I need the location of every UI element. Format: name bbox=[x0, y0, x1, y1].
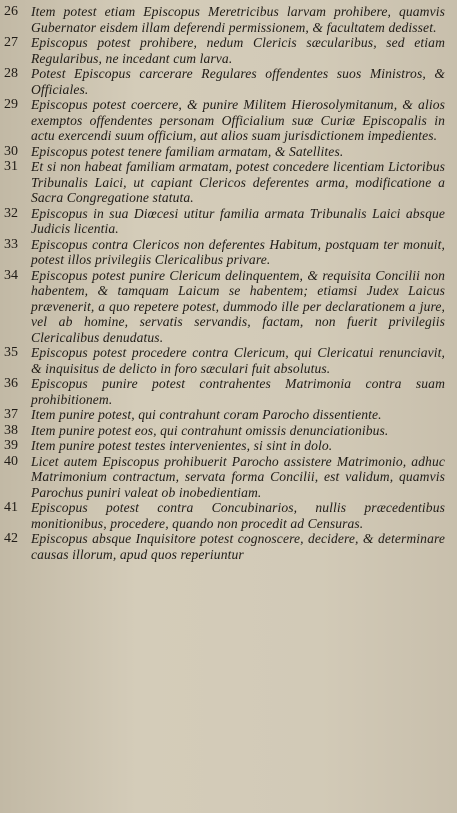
entry-text: Et si non habeat familiam armatam, potest concedere licentiam Lictoribus Tribunalis Laici, ut capiant Clericos deferentes arma, modificatione a Sacra Congregatione statuta. bbox=[31, 159, 445, 205]
entry-text: Episcopus potest contra Concubinarios, nullis præcedentibus monitionibus, procedere, quando non procedit ad Censuras. bbox=[31, 500, 445, 531]
entry-text: Potest Episcopus carcerare Regulares offendentes suos Ministros, & Officiales. bbox=[31, 66, 445, 97]
entry-text: Episcopus absque Inquisitore potest cognoscere, decidere, & determinare causas illorum, apud quos reperiuntur bbox=[31, 531, 445, 562]
entry-number: 36 bbox=[4, 376, 18, 391]
entry-text: Episcopus potest coercere, & punire Militem Hierosolymitanum, & alios exemptos offendentes personam Officialium suæ Curiæ Episcopalis in actu exercendi suum officium, aut alios suam jurisdictionem impedientes. bbox=[31, 97, 445, 143]
entry-number: 27 bbox=[4, 35, 18, 50]
entry-number: 41 bbox=[4, 500, 18, 515]
entry-number: 40 bbox=[4, 453, 18, 469]
entry-text: Episcopus punire potest contrahentes Matrimonia contra suam prohibitionem. bbox=[31, 376, 445, 407]
entry-text: Item potest etiam Episcopus Meretricibus larvam prohibere, quamvis Gubernator eisdem illam deferendi permissionem, & facultatem dedisset. bbox=[31, 4, 445, 35]
entry-text: Item punire potest, qui contrahunt coram Parocho dissentiente. bbox=[31, 407, 382, 422]
entry-28 bbox=[4, 66, 447, 97]
entry-41 bbox=[4, 500, 447, 531]
entry-35 bbox=[4, 345, 447, 376]
entry-number: 33 bbox=[4, 236, 18, 252]
entry-number: 38 bbox=[4, 422, 18, 438]
entry-30 bbox=[4, 144, 447, 160]
entry-text: Episcopus potest tenere familiam armatam, & Satellites. bbox=[31, 143, 344, 159]
entry-text: Item punire potest eos, qui contrahunt omissis denunciationibus. bbox=[31, 422, 389, 438]
entry-number: 37 bbox=[4, 407, 18, 422]
entry-29 bbox=[4, 97, 447, 144]
entry-26 bbox=[4, 4, 447, 35]
entry-number: 30 bbox=[4, 143, 18, 159]
entry-text: Episcopus potest punire Clericum delinquentem, & requisita Concilii non habentem, & tamquam Laicum se habentem; etiamsi Judex Laicus prævenerit, a quo repetere potest, dummodo ille per declarationem a jure, vel ab homine, servatis servandis, factam, non fuerit privilegiis Clericalibus denudatus. bbox=[31, 267, 445, 345]
entry-40 bbox=[4, 454, 447, 501]
entry-text: Episcopus in sua Diœcesi utitur familia armata Tribunalis Laici absque Judicis licentia. bbox=[31, 205, 445, 236]
entry-31 bbox=[4, 159, 447, 206]
entry-number: 34 bbox=[4, 267, 18, 283]
entry-39 bbox=[4, 438, 447, 454]
entry-text: Episcopus contra Clericos non deferentes Habitum, postquam ter monuit, potest illos privilegiis Clericalibus privare. bbox=[31, 236, 445, 267]
entry-34 bbox=[4, 268, 447, 346]
entry-37 bbox=[4, 407, 447, 423]
entry-36 bbox=[4, 376, 447, 407]
entry-text: Episcopus potest prohibere, nedum Clericis sæcularibus, sed etiam Regularibus, ne incedant cum larva. bbox=[31, 35, 445, 66]
entry-text: Episcopus potest procedere contra Clericum, qui Clericatui renunciavit, & inquisitus de delicto in foro sæculari fuit absolutus. bbox=[31, 345, 445, 376]
entry-number: 42 bbox=[4, 531, 18, 546]
entry-32 bbox=[4, 206, 447, 237]
entry-number: 29 bbox=[4, 97, 18, 112]
entry-42 bbox=[4, 531, 447, 562]
entry-number: 31 bbox=[4, 159, 18, 174]
entry-38 bbox=[4, 423, 447, 439]
entry-number: 28 bbox=[4, 66, 18, 81]
entry-number: 35 bbox=[4, 345, 18, 360]
entry-text: Licet autem Episcopus prohibuerit Parocho assistere Matrimonio, adhuc Matrimonium contractum, servata forma Concilii, est validum, quamvis Parochus puniri valeat ob inobedientiam. bbox=[31, 453, 445, 500]
entry-number: 39 bbox=[4, 438, 18, 453]
entry-number: 32 bbox=[4, 205, 18, 221]
entry-33 bbox=[4, 237, 447, 268]
entry-number: 26 bbox=[4, 4, 18, 19]
entry-27 bbox=[4, 35, 447, 66]
entry-text: Item punire potest testes intervenientes, si sint in dolo. bbox=[31, 438, 333, 453]
